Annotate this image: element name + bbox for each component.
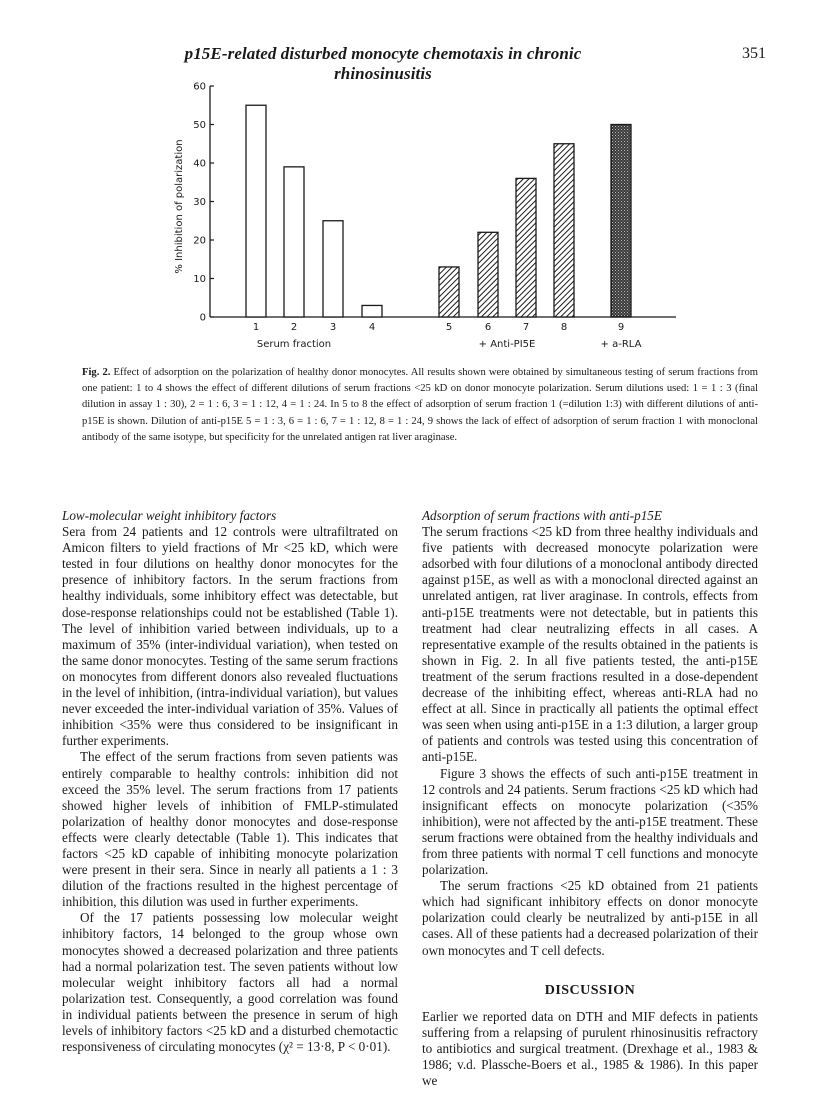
running-head: p15E-related disturbed monocyte chemotaxis in chronic rhinosinusitis — [184, 44, 582, 83]
paragraph: Of the 17 patients possessing low molecular weight inhibitory factors, 14 belonged to the group whose own monocytes showed a decreased polarization and three patients had a normal polarization test. The seven patients without low molecular weight inhibitory factors all had a normal polarization test. Consequently, a good correlation was found in individual patients between the presence in serum of high levels of inhibitory factors <25 kD and a disturbed chemotactic responsiveness of circulating monocytes (χ² = 13·8, P < 0·01). — [62, 910, 398, 1055]
paragraph: The serum fractions <25 kD obtained from 21 patients which had significant inhibitory effects on donor monocyte polarization could clearly be neutralized by anti-p15E in all cases. All of these patients had a decreased polarization of their own monocytes and T cell defects. — [422, 878, 758, 958]
y-axis-label: % Inhibition of polarization — [174, 139, 185, 274]
paragraph: Figure 3 shows the effects of such anti-p15E treatment in 12 controls and 24 patients. Serum fractions <25 kD which had insignificant effects on monocyte polarization (<35% inhibition), were not affected by the anti-p15E treatment. These serum fractions were obtained from the healthy individuals and from three patients with normal T cell functions and monocyte polarization. — [422, 765, 758, 878]
bar-3 — [323, 221, 343, 317]
group-label-a-rla: + a-RLA — [600, 339, 642, 350]
bar-1 — [246, 105, 266, 317]
y-tick-label: 20 — [193, 235, 206, 247]
x-tick-label: 9 — [617, 322, 625, 333]
paragraph: The serum fractions <25 kD from three healthy individuals and five patients with decreased monocyte polarization were adsorbed with four dilutions of a monoclonal antibody directed against p15E, as well as with a monoclonal directed against an unrelated antigen, rat liver araginase. In controls, effects from anti-p15E treatments were not detectable, but in patients this treatment had clear neutralizing effects in all cases. A representative example of the results obtained in the patients is shown in Fig. 2. In all five patients tested, the anti-p15E treatment of the serum fractions resulted in a dose-dependent decrease of the inhibiting effect, whereas anti-RLA had no effect at all. Since in practically all patients the optimal effect was seen when using anti-p15E in a 1:3 dilution, a larger group of patients and controls was tested using this concentration of anti-p15E. — [422, 524, 758, 765]
section-title-low-molecular: Low-molecular weight inhibitory factors — [62, 508, 277, 523]
group-label-anti-p15e: + Anti-PI5E — [478, 339, 536, 350]
y-tick-label: 30 — [193, 197, 206, 208]
caption-text: Effect of adsorption on the polarization of healthy donor monocytes. All results shown were obtained by simultaneous testing of serum fractions from one patient: 1 to 4 shows the effect of different dilutions of serum fractions <25 kD on donor monocyte polarization. Serum dilutions used: 1 = 1 : 3 (final dilution in assay 1 : 30), 2 = 1 : 6, 3 = 1 : 12, 4 = 1 : 24. In 5 to 8 the effect of adsorption of serum fraction 1 (=dilution 1:3) with different dilutions of anti-p15E is shown. Dilution of anti-p15E 5 = 1 : 3, 6 = 1 : 6, 7 = 1 : 12, 8 = 1 : 24, 9 shows the lack of effect of adsorption of serum fraction 1 with monoclonal antibody of the same isotype, but specificity for the unrelated antigen rat liver araginase. — [82, 367, 758, 443]
x-tick-label: 2 — [290, 322, 298, 333]
page-number: 351 — [742, 45, 766, 62]
x-tick-label: 6 — [484, 322, 492, 333]
figure-caption — [82, 365, 758, 446]
left-column — [62, 508, 398, 1055]
x-tick-label: 8 — [560, 322, 568, 333]
bar-9 — [611, 125, 631, 318]
y-tick-label: 0 — [199, 312, 206, 324]
figure-2-bar-chart — [0, 0, 816, 360]
paragraph: The effect of the serum fractions from seven patients was entirely comparable to healthy controls: inhibition did not exceed the 35% level. The serum fractions from 17 patients showed higher levels of inhibition of FMLP-stimulated polarization of healthy donor monocytes and dose-response effects were clearly detectable (Table 1). This indicates that factors <25 kD capable of inhibiting monocyte polarization were present in their sera. Since in nearly all patients a 1 : 3 dilution of the fractions resulted in the highest percentage of inhibition, this dilution was used in further experiments. — [62, 749, 398, 910]
chart-canvas — [0, 0, 816, 360]
y-tick-label: 50 — [193, 120, 206, 131]
x-axis-label: Serum fraction — [256, 339, 332, 350]
y-tick-label: 40 — [193, 158, 206, 170]
y-tick-label: 60 — [193, 81, 206, 93]
bar-8 — [554, 144, 574, 317]
bar-2 — [284, 167, 304, 317]
paragraph: Sera from 24 patients and 12 controls were ultrafiltrated on Amicon filters to yield fractions of Mr <25 kD, which were tested in four dilutions on healthy donor monocytes for the presence of inhibitory factors. In the serum fractions from healthy individuals, some inhibitory effect was detectable, but dose-response relationships could not be established (Table 1). The level of inhibition varied between individuals, up to a maximum of 35% (inter-individual variation), when tested on the same donor monocytes. Testing of the same serum fractions on monocytes from different donors also revealed fluctuations in the level of inhibition, (intra-individual variation), but values never exceeded the inter-individual variation of 35%. Values of inhibition <35% were thus considered to be insignificant in further experiments. — [62, 524, 398, 749]
x-tick-label: 3 — [329, 322, 337, 333]
bar-5 — [439, 267, 459, 317]
section-title-adsorption: Adsorption of serum fractions with anti-p15E — [422, 508, 662, 523]
x-tick-label: 5 — [445, 322, 453, 333]
discussion-heading: DISCUSSION — [544, 982, 636, 998]
x-tick-label: 7 — [522, 322, 530, 333]
discussion-paragraph: Earlier we reported data on DTH and MIF defects in patients suffering from a relapsing of purulent rhinosinusitis refractory to antibiotics and surgical treatment. (Drexhage et al., 1983 & 1986; v.d. Plassche-Boers et al., 1985 & 1986). In this paper we — [422, 1008, 758, 1089]
bar-4 — [362, 305, 382, 317]
bar-6 — [478, 232, 498, 317]
chart-bars — [246, 105, 631, 317]
x-tick-label: 4 — [368, 322, 376, 333]
caption-label: Fig. 2. — [82, 367, 111, 378]
x-tick-label: 1 — [252, 322, 260, 333]
y-tick-label: 10 — [193, 274, 206, 285]
right-column — [422, 508, 758, 1089]
bar-7 — [516, 178, 536, 317]
